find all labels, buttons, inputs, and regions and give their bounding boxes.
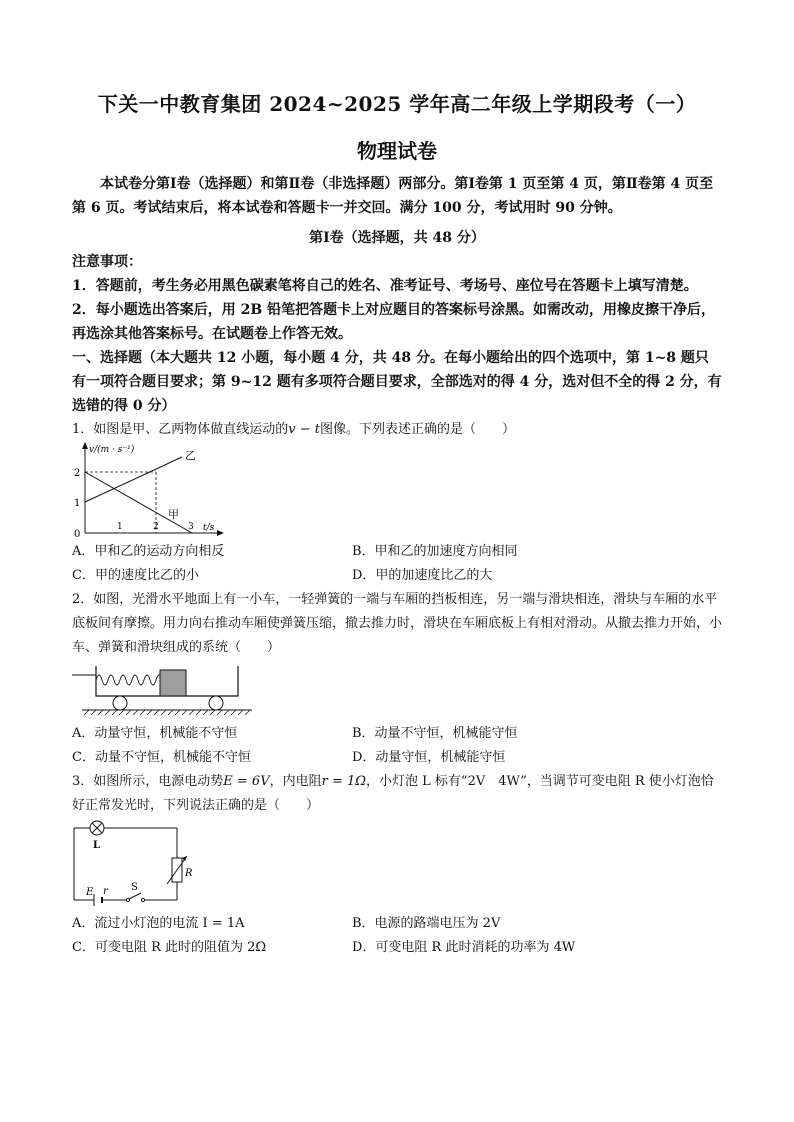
q1-x-tick-3: 3 [188, 522, 194, 532]
q2-option-b: B．动量不守恒，机械能守恒 [352, 726, 518, 741]
q1-option-c: C．甲的速度比乙的小 [72, 568, 199, 583]
q3-lamp-label: L [93, 840, 101, 851]
q1-y-tick-1: 1 [74, 498, 81, 509]
q1-option-d: D．甲的加速度比乙的大 [352, 568, 493, 583]
exam-subtitle: 物理试卷 [357, 139, 437, 163]
q2-block [160, 670, 186, 696]
q1-x-tick-2: 2 [153, 522, 159, 532]
q1-y-label: v/(m · s⁻¹) [89, 445, 135, 455]
q2-options [72, 722, 722, 770]
q1-x-arrow-icon [217, 530, 224, 536]
q2-wheel-right [209, 696, 223, 710]
q2-cart-figure [72, 662, 272, 722]
q2-option-d: D．动量守恒，机械能守恒 [352, 750, 506, 765]
q1-option-a: A．甲和乙的运动方向相反 [72, 544, 225, 559]
q1-vt-graph [72, 442, 232, 540]
q3-stem: 3．如图所示，电源电动势E = 6V，内电阻r = 1Ω，小灯泡 L 标有“2V 4W”，当调节可变电阻 R 使小灯泡恰好正常发光时，下列说法正确的是（ ） [72, 774, 714, 813]
exam-title: 下关一中教育集团 2024~2025 学年高二年级上学期段考（一） [97, 92, 697, 116]
q3-source-e-label: E [86, 887, 94, 898]
q3-circuit-diagram [72, 820, 202, 908]
notice-item-1: 1．答题前，考生务必用黑色碳素笔将自己的姓名、准考证号、考场号、座位号在答题卡上填写清楚。 [72, 278, 698, 294]
q1-x-tick-1: 1 [117, 522, 123, 532]
q3-switch-lever [129, 893, 141, 899]
part1-heading: 一、选择题（本大题共 12 小题，每小题 4 分，共 48 分。在每小题给出的四个选项中，第 1~8 题只有一项符合题目要求；第 9~12 题有多项符合题目要求，全部选对的得 4 分，选对但不全的得 2 分，有选错的得 0 分） [72, 350, 722, 414]
q3-option-b: B．电源的路端电压为 2V [352, 916, 501, 931]
q3-option-c: C．可变电阻 R 此时的阻值为 2Ω [72, 940, 267, 955]
q1-y-tick-2: 2 [74, 468, 81, 479]
q3-switch-label: S [131, 882, 138, 893]
notice-heading: 注意事项： [72, 254, 142, 270]
q1-option-b: B．甲和乙的加速度方向相同 [352, 544, 518, 559]
q3-switch-contact-right [141, 898, 144, 901]
intro-paragraph: 本试卷分第Ⅰ卷（选择题）和第Ⅱ卷（非选择题）两部分。第Ⅰ卷第 1 页至第 4 页，第Ⅱ卷第 4 页至第 6 页。考试结束后，将本试卷和答题卡一并交回。满分 100 分，考试用时 90 分钟。 [72, 176, 714, 216]
q3-resistor-label: R [185, 868, 193, 879]
q2-wheel-left [113, 696, 127, 710]
q2-option-c: C．动量不守恒，机械能不守恒 [72, 750, 251, 765]
q1-label-yi: 乙 [185, 449, 196, 462]
notice-item-2: 2．每小题选出答案后，用 2B 铅笔把答题卡上对应题目的答案标号涂黑。如需改动，用橡皮擦干净后，再选涂其他答案标号。在试题卷上作答无效。 [72, 302, 716, 342]
q3-source-r-label: r [103, 886, 108, 897]
q3-resistor-arrowhead-icon [182, 856, 187, 861]
q1-options [72, 540, 722, 588]
q1-line-yi [85, 457, 182, 502]
q1-y-tick-0: 0 [74, 529, 81, 540]
q1-x-label: t/s [203, 523, 215, 533]
q2-option-a: A．动量守恒，机械能不守恒 [72, 726, 238, 741]
section-title: 第Ⅰ卷（选择题，共 48 分） [309, 230, 485, 246]
exam-page [72, 88, 722, 960]
q2-stem: 2．如图，光滑水平地面上有一小车，一轻弹簧的一端与车厢的挡板相连，另一端与滑块相连，滑块与车厢的水平底板间有摩擦。用力向右推动车厢使弹簧压缩，撤去推力时，滑块在车厢底板上有相对滑动。从撤去推力开始，小车、弹簧和滑块组成的系统（ ） [72, 592, 723, 655]
q1-line-jia [85, 472, 192, 533]
q3-option-d: D．可变电阻 R 此时消耗的功率为 4W [352, 940, 576, 955]
q2-ground-hatch [84, 710, 250, 715]
q1-label-jia: 甲 [168, 508, 179, 521]
q3-options [72, 912, 722, 960]
q1-y-arrow-icon [82, 442, 88, 449]
q3-option-a: A．流过小灯泡的电流 I = 1A [72, 916, 245, 931]
q1-stem: 1．如图是甲、乙两物体做直线运动的v − t图像。下列表述正确的是（ ） [72, 422, 516, 437]
